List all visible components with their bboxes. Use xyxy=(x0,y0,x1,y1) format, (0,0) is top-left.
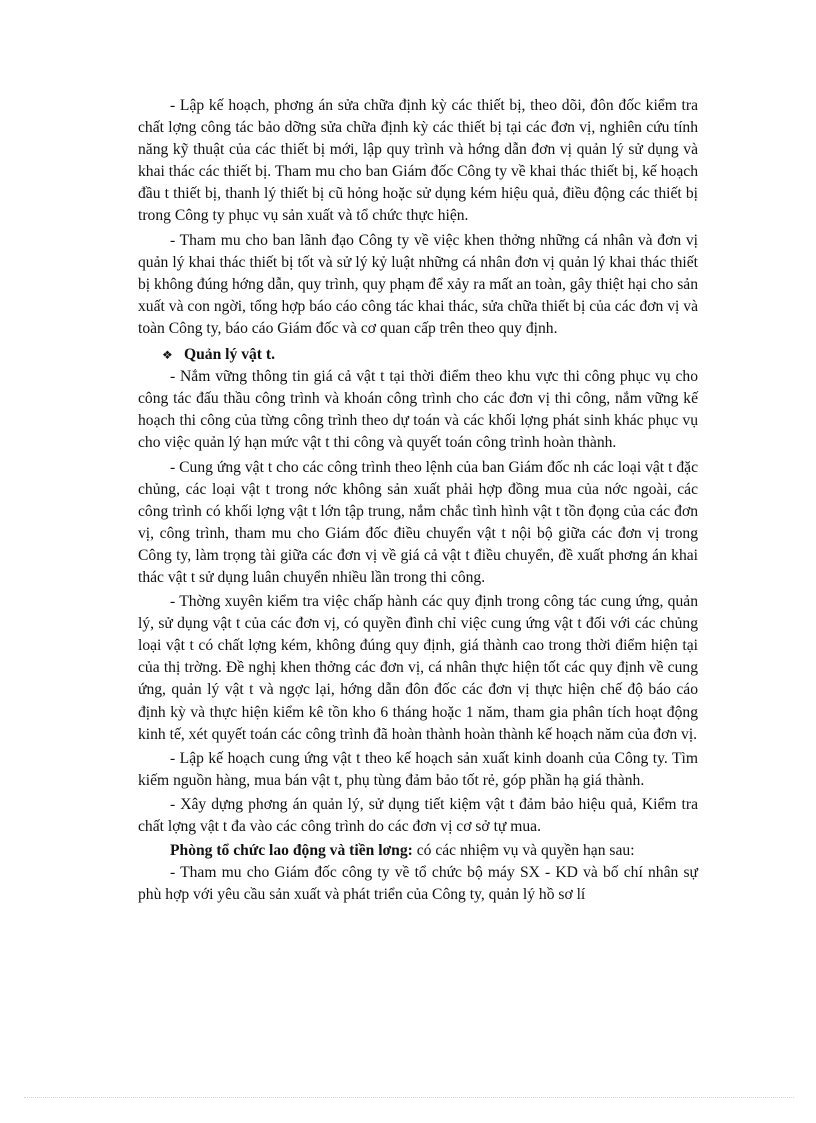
paragraph-materials-supply: - Cung ứng vật t cho các công trình theo lệnh của ban Giám đốc nh các loại vật t đặc chủng, các loại vật t trong nớc không sản xuất phải hợp đồng mua của nớc ngoài, các công trình có khối lợng vật t lớn tập trung, nắm chắc tình hình vật t tồn đọng của các đơn vị, công trình, tham mu cho Giám đốc điều chuyển vật t nội bộ giữa các đơn vị trong Công ty, làm trọng tài giữa các đơn vị về giá cả vật t điều chuyển, đề xuất phơng án khai thác vật t sử dụng luân chuyển nhiều lần trong thi công. xyxy=(138,458,698,586)
paragraph-materials-prices: - Nắm vững thông tin giá cả vật t tại thời điểm theo khu vực thi công phục vụ cho công tác đấu thầu công trình và khoán công trình cho các đơn vị thi công, nắm vững kế hoạch thi công của từng công trình theo dự toán và các khối lợng phát sinh khác phục vụ cho việc quản lý hạn mức vật t thi công và quyết toán công trình hoàn thành. xyxy=(138,368,698,452)
materials-heading xyxy=(138,344,698,366)
materials-heading-text: Quản lý vật t. xyxy=(184,346,275,364)
page-bottom-divider xyxy=(24,1097,794,1098)
paragraph-materials-savings: - Xây dựng phơng án quản lý, sử dụng tiết kiệm vật t đảm bảo hiệu quả, Kiểm tra chất lợng vật t đa vào các công trình do các đơn vị cơ sở tự mua. xyxy=(138,795,698,835)
paragraph-equipment-advisory: - Tham mu cho ban lãnh đạo Công ty về việc khen thởng những cá nhân và đơn vị quản lý khai thác thiết bị tốt và sử lý kỷ luật những cá nhân đơn vị quản lý khai thác thiết bị không đúng hớng dẫn, quy trình, quy phạm để xảy ra mất an toàn, gây thiệt hại cho sản xuất và con ngời, tổng hợp báo cáo công tác khai thác, sửa chữa thiết bị của các đơn vị và toàn Công ty, báo cáo Giám đốc và cơ quan cấp trên theo quy định. xyxy=(138,231,698,337)
paragraph-equipment-planning: - Lập kế hoạch, phơng án sửa chữa định kỳ các thiết bị, theo dõi, đôn đốc kiểm tra chất lợng công tác bảo dỡng sửa chữa định kỳ các thiết bị tại các đơn vị, nghiên cứu tính năng kỹ thuật của các thiết bị mới, lập quy trình và hớng dẫn đơn vị quản lý sử dụng và khai thác các thiết bị. Tham mu cho ban Giám đốc Công ty về khai thác thiết bị, kế hoạch đầu t thiết bị, thanh lý thiết bị cũ hỏng hoặc sử dụng kém hiệu quả, điều động các thiết bị trong Công ty phục vụ sản xuất và tổ chức thực hiện. xyxy=(138,97,698,225)
document-page xyxy=(138,95,698,906)
hr-heading-rest: có các nhiệm vụ và quyền hạn sau: xyxy=(412,842,635,860)
hr-heading-title: Phòng tổ chức lao động và tiền lơng: xyxy=(170,842,413,860)
paragraph-materials-planning: - Lập kế hoạch cung ứng vật t theo kế hoạch sản xuất kinh doanh của Công ty. Tìm kiếm nguồn hàng, mua bán vật t, phụ tùng đảm bảo tốt rẻ, góp phần hạ giá thành. xyxy=(138,749,698,789)
paragraph-materials-inspection: - Thờng xuyên kiểm tra việc chấp hành các quy định trong công tác cung ứng, quản lý, sử dụng vật t của các đơn vị, có quyền đình chỉ việc cung ứng vật t đối với các chủng loại vật t có chất lợng kém, không đúng quy định, giá thành cao trong thời điểm hiện tại của thị trờng. Đề nghị khen thởng các đơn vị, cá nhân thực hiện tốt các quy định về cung ứng, quản lý vật t và ngợc lại, hớng dẫn đôn đốc các đơn vị thực hiện chế độ báo cáo định kỳ và thực hiện kiểm kê tồn kho 6 tháng hoặc 1 năm, tham gia phân tích hoạt động kinh tế, xét quyết toán các công trình đã hoàn thành hoàn thành kế hoạch năm của đơn vị. xyxy=(138,593,698,743)
diamond-bullet-icon: ❖ xyxy=(162,348,173,363)
hr-section-heading xyxy=(138,840,698,862)
paragraph-hr-advisory: - Tham mu cho Giám đốc công ty về tổ chức bộ máy SX - KD và bố chí nhân sự phù hợp với yêu cầu sản xuất và phát triển của Công ty, quản lý hồ sơ lí xyxy=(138,864,698,904)
